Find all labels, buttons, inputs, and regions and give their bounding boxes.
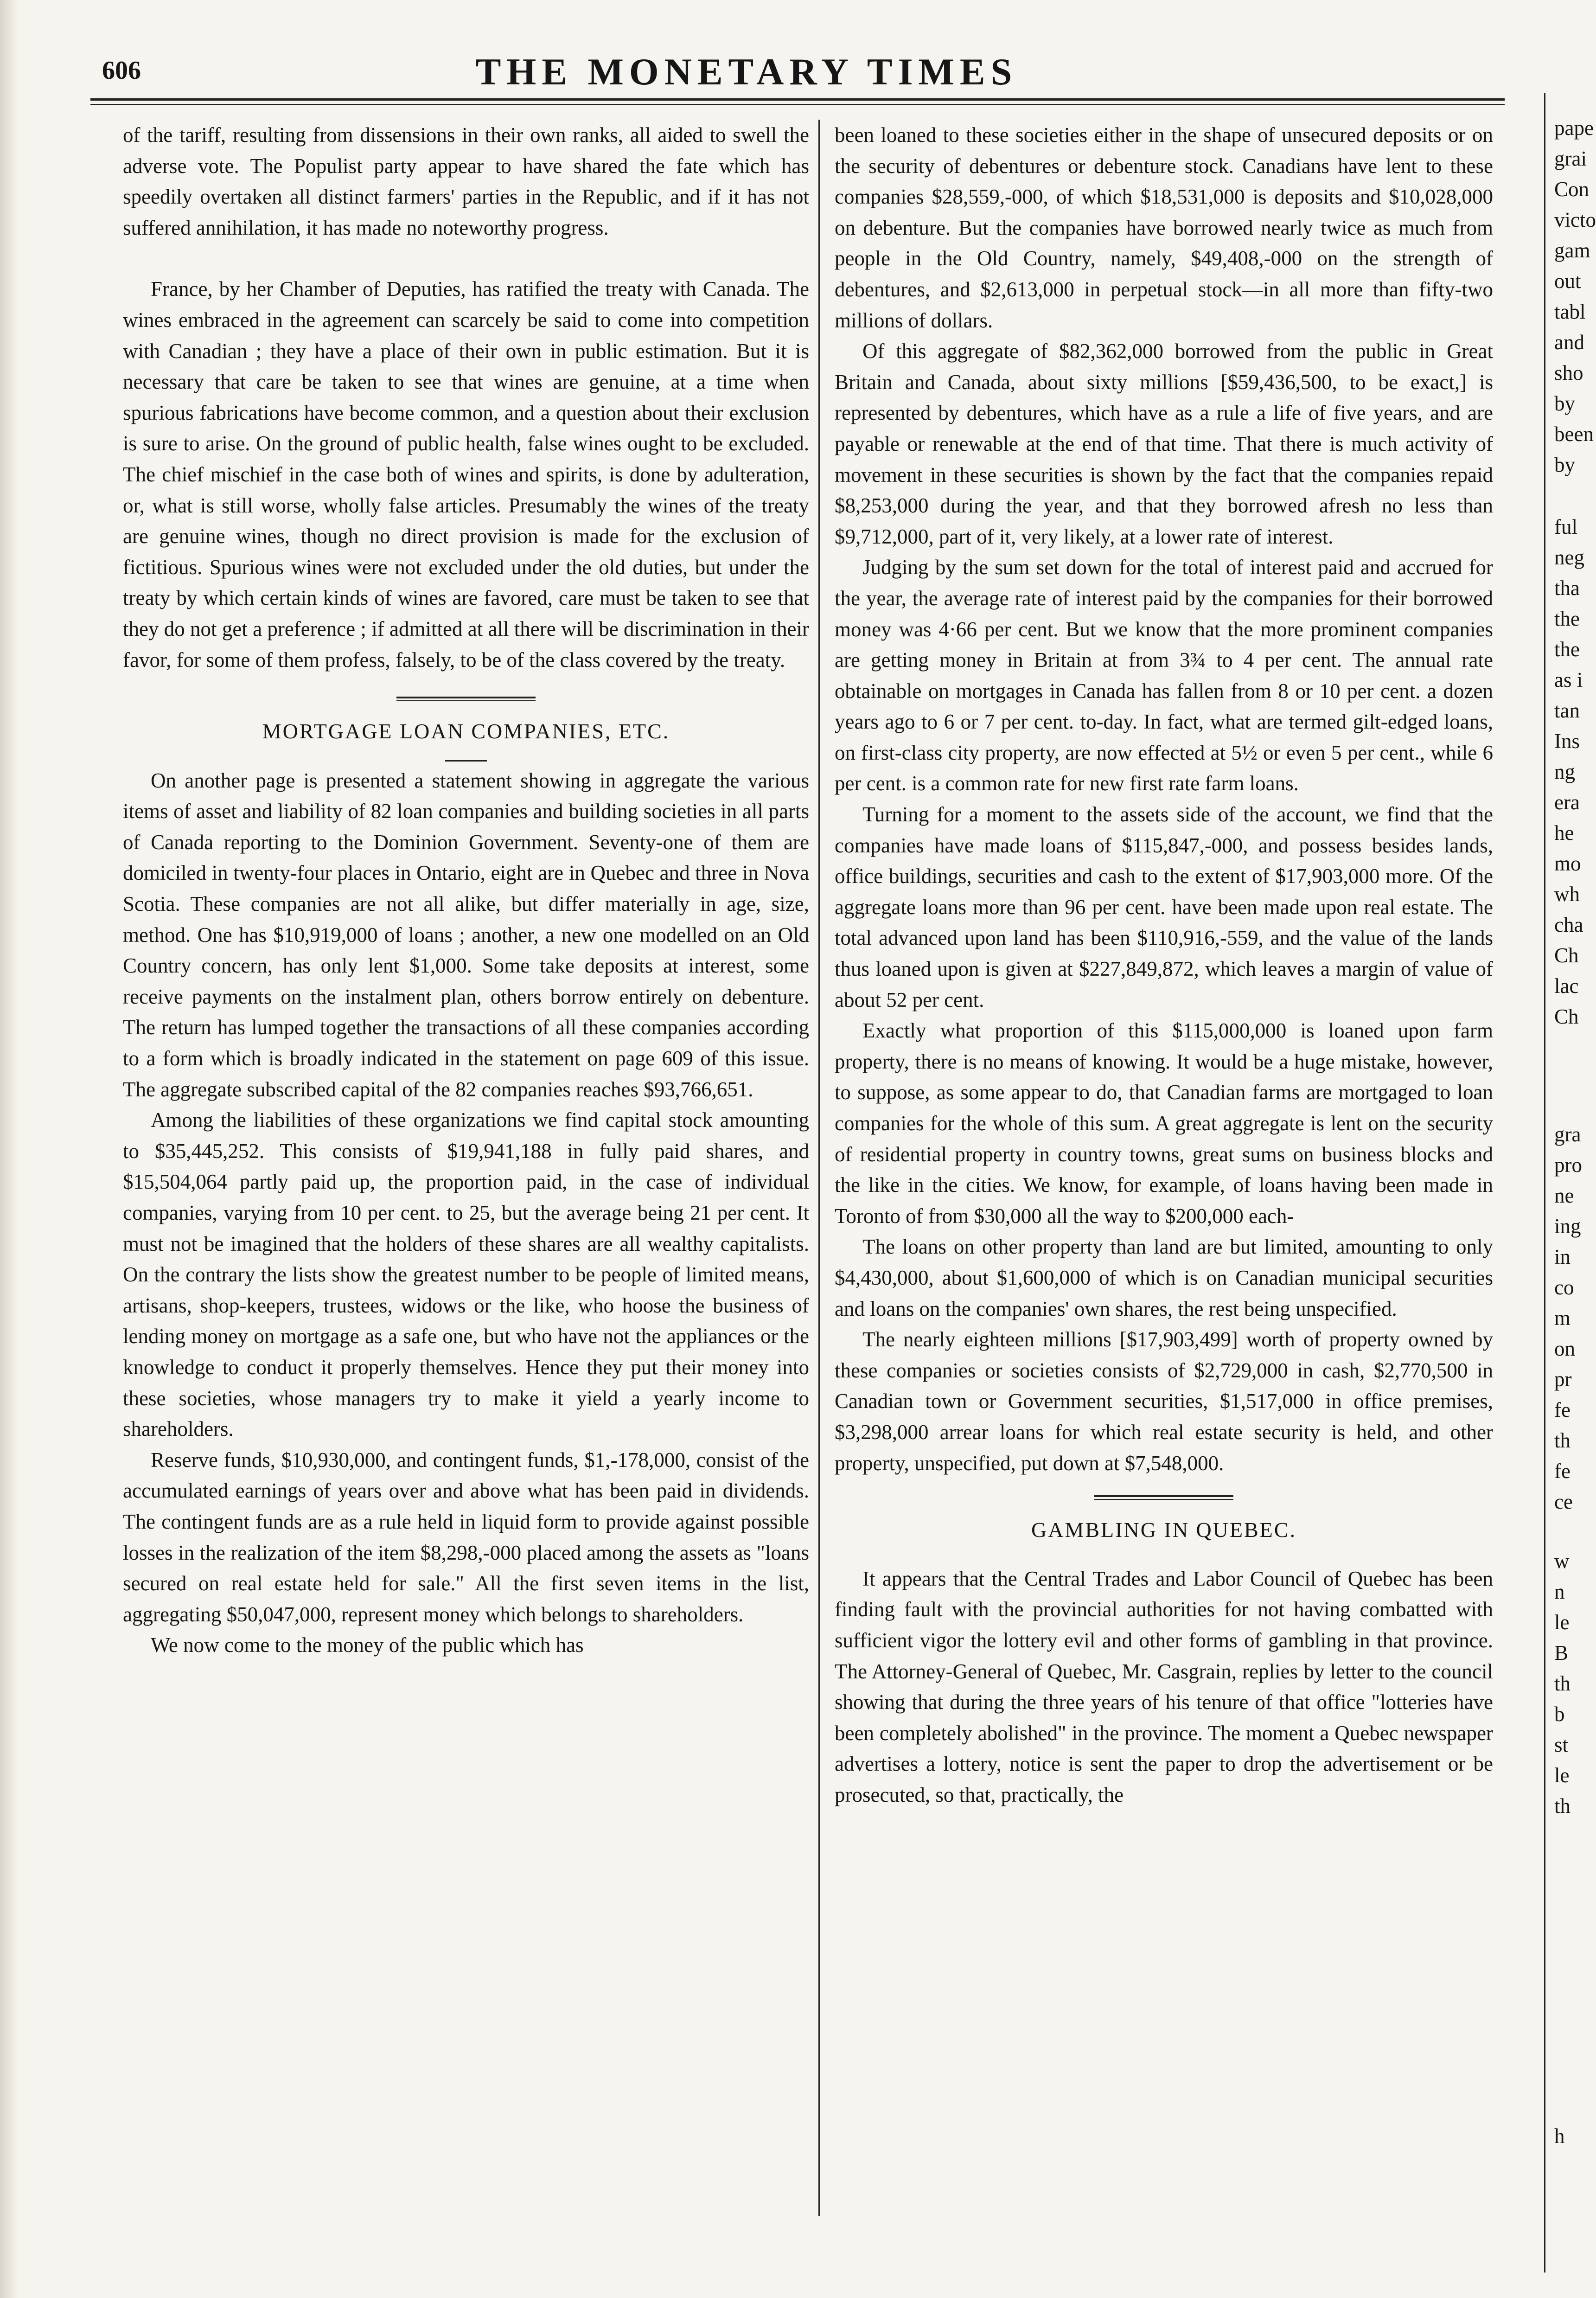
paragraph: The loans on other property than land are but limited, amounting to only $4,430,000, about $1,600,000 of which is on Canadian municipal securities and loans on the companies' own shares, the rest being unspecified. (835, 1235, 1493, 1320)
cropped-text-fragment: Ch (1554, 1005, 1579, 1028)
paragraph: Judging by the sum set down for the total of interest paid and accrued for the year, the average rate of interest paid by the companies for their borrowed money was 4·66 per cent. But we know that the more prominent companies are getting money in Britain at from 3¾ to 4 per cent. The annual rate obtainable on mortgages in Canada has fallen from 8 or 10 per cent. a dozen years ago to 6 or 7 per cent. to-day. In fact, what are termed gilt-edged loans, on first-class city property, are now effected at 5½ or even 5 per cent., while 6 per cent. is a common rate for new first rate farm loans. (835, 556, 1493, 795)
cropped-text-fragment: cha (1554, 913, 1583, 936)
cropped-text-fragment: Ins (1554, 730, 1580, 753)
cropped-text-fragment: fe (1554, 1398, 1570, 1421)
cropped-text-fragment: b (1554, 1703, 1565, 1726)
cropped-text-fragment: ce (1554, 1490, 1573, 1513)
header-rule-thick (90, 98, 1505, 101)
section-heading: GAMBLING IN QUEBEC. (1031, 1518, 1296, 1542)
column-divider-right (1544, 93, 1545, 2272)
heading-underline (445, 760, 487, 762)
cropped-text-fragment: the (1554, 638, 1580, 661)
cropped-text-fragment: tha (1554, 576, 1580, 600)
cropped-text-fragment: th (1554, 1672, 1571, 1695)
cropped-text-fragment: been (1554, 422, 1594, 446)
cropped-text-fragment: by (1554, 453, 1575, 476)
paragraph: It appears that the Central Trades and Labor Council of Quebec has been finding fault with the provincial authorities for not having combatted with sufficient vigor the lottery evil and other forms of gambling in that province. The Attorney-General of Quebec, Mr. Casgrain, replies by letter to the council showing that during the three years of his tenure of that office "lotteries have been completely abolished" in the province. The moment a Quebec newspaper advertises a lottery, notice is sent the paper to drop the advertisement or be prosecuted, so that, practically, the (835, 1567, 1493, 1806)
cropped-text-fragment: gam (1554, 239, 1590, 262)
cropped-text-fragment: ful (1554, 515, 1577, 538)
cropped-text-fragment: pro (1554, 1153, 1582, 1177)
cropped-text-fragment: sho (1554, 361, 1583, 384)
cropped-text-fragment: Con (1554, 178, 1590, 201)
paragraph: On another page is presented a statement showing in aggregate the various items of asset and liability of 82 loan companies and building societies in all parts of Canada reporting to the Dominion Government. Seventy-one of them are domiciled in twenty-four places in Ontario, eight are in Quebec and three in Nova Scotia. These companies are not all alike, but differ materially in age, size, method. One has $10,919,000 of loans ; another, a new one modelled on an Old Country concern, has only lent $1,000. Some take deposits at interest, some receive payments on the instalment plan, others borrow entirely on debenture. The return has lumped together the transactions of all these companies according to a form which is broadly indicated in the statement on page 609 of this issue. The aggregate subscribed capital of the 82 companies reaches $93,766,651. (123, 768, 809, 1101)
section-divider (123, 694, 809, 708)
paragraph: We now come to the money of the public which has (151, 1633, 584, 1657)
paragraph: France, by her Chamber of Deputies, has ratified the treaty with Canada. The wines embraced in the agreement can scarcely be said to come into competition with Canadian ; they have a place of their own in public estimation. But it is necessary that care be taken to see that wines are genuine, at a time when spurious fabrications have become common, and a question about their exclusion is sure to arise. On the ground of public health, false wines ought to be excluded. The chief mischief in the case both of wines and spirits, is done by adulteration, or, what is still worse, wholly false articles. Presumably the wines of the treaty are genuine wines, though no direct provision is made for the exclusion of fictitious. Spurious wines were not excluded under the old duties, but under the treaty by which certain kinds of wines are favored, care must be taken to see that they do not get a preference ; if admitted at all there will be discrimination in their favor, for some of them profess, falsely, to be of the class covered by the treaty. (123, 277, 809, 672)
cropped-text-fragment: n (1554, 1580, 1565, 1603)
middle-column (835, 120, 1493, 1810)
cropped-text-fragment: victo (1554, 208, 1596, 231)
cropped-text-fragment: the (1554, 607, 1580, 630)
cropped-text-fragment: pape (1554, 116, 1594, 140)
cropped-text-fragment: in (1554, 1245, 1571, 1268)
cropped-text-fragment: le (1554, 1611, 1570, 1634)
cropped-text-fragment: era (1554, 791, 1580, 814)
cropped-text-fragment: le (1554, 1764, 1570, 1787)
cropped-text-fragment: pr (1554, 1368, 1572, 1391)
cropped-text-fragment: tabl (1554, 300, 1586, 323)
cropped-text-fragment: Ch (1554, 944, 1579, 967)
section-heading: MORTGAGE LOAN COMPANIES, ETC. (262, 719, 670, 743)
section-divider (835, 1492, 1493, 1506)
cropped-text-fragment: tan (1554, 699, 1580, 722)
column-divider (818, 120, 820, 2216)
paragraph: Turning for a moment to the assets side of the account, we find that the companies have made loans of $115,847,-000, and possess besides lands, office buildings, securities and cash to the extent of $17,903,000 more. Of the aggregate loans more than 96 per cent. have been made upon real estate. The total advanced upon land has been $110,916,-559, and the value of the lands thus loaned upon is given at $227,849,872, which leaves a margin of value of about 52 per cent. (835, 803, 1493, 1011)
cropped-text-fragment: he (1554, 821, 1574, 845)
cropped-text-fragment: co (1554, 1276, 1574, 1299)
paragraph: The nearly eighteen millions [$17,903,499] worth of property owned by these companies or societies consists of $2,729,000 in cash, $2,770,500 in Canadian town or Government securities, $1,517,000 in office premises, $3,298,000 arrear loans for which real estate security is held, and other property, unspecified, put down at $7,548,000. (835, 1328, 1493, 1475)
cropped-text-fragment: on (1554, 1337, 1575, 1360)
cropped-text-fragment: neg (1554, 546, 1584, 569)
cropped-text-fragment: st (1554, 1733, 1569, 1756)
cropped-text-fragment: fe (1554, 1459, 1570, 1483)
cropped-text-fragment: mo (1554, 852, 1581, 875)
header-rule-thin (90, 104, 1505, 105)
cropped-text-fragment: h (1554, 2125, 1565, 2148)
page-number: 606 (102, 56, 141, 85)
cropped-text-fragment: and (1554, 331, 1584, 354)
cropped-text-fragment: grai (1554, 147, 1587, 170)
paragraph: Exactly what proportion of this $115,000,000 is loaned upon farm property, there is no means of knowing. It would be a huge mistake, however, to suppose, as some appear to do, that Canadian farms are mortgaged to loan companies for the whole of this sum. A great aggregate is lent on the security of residential property in country towns, great sums on business blocks and the like in the cities. We know, for example, of loans having been made in Toronto of from $30,000 all the way to $200,000 each- (835, 1019, 1493, 1228)
paragraph: Among the liabilities of these organizations we find capital stock amounting to $35,445,252. This consists of $19,941,188 in fully paid shares, and $15,504,064 partly paid up, the proportion paid, in the case of individual companies, varying from 10 per cent. to 25, but the average being 21 per cent. It must not be imagined that the holders of these shares are all wealthy capitalists. On the contrary the lists show the greatest number to be people of limited means, artisans, shop-keepers, trustees, widows or the like, who hoose the business of lending money on mortgage as a safe one, but who have not the appliances or the knowledge to conduct it properly themselves. Hence they put their money into these societies, whose managers try to make it yield a yearly income to shareholders. (123, 1108, 809, 1441)
cropped-text-fragment: B (1554, 1641, 1569, 1664)
cropped-text-fragment: by (1554, 392, 1575, 415)
page-edge-shadow (0, 0, 19, 2298)
cropped-text-fragment: gra (1554, 1123, 1581, 1146)
paragraph: of the tariff, resulting from dissensions in their own ranks, all aided to swell the adverse vote. The Populist party appear to have shared the fate which has speedily overtaken all distinct farmers' parties in the Republic, and if it has not suffered annihilation, it has made no noteworthy progress. (123, 123, 809, 239)
cropped-text-fragment: m (1554, 1306, 1571, 1330)
cropped-text-fragment: ng (1554, 760, 1575, 783)
paragraph: been loaned to these societies either in the shape of unsecured deposits or on the security of debentures or debenture stock. Canadians have lent to these companies $28,559,-000, of which $18,531,000 is deposits and $10,028,000 on debenture. But the companies have borrowed nearly twice as much from people in the Old Country, namely, $49,408,-000 on the strength of debentures, and $2,613,000 in perpetual stock—in all more than fifty-two millions of dollars. (835, 123, 1493, 332)
cropped-text-fragment: ing (1554, 1215, 1581, 1238)
cropped-text-fragment: lac (1554, 974, 1579, 998)
paragraph: Of this aggregate of $82,362,000 borrowed from the public in Great Britain and Canada, about sixty millions [$59,436,500, to be exact,] is represented by debentures, which have as a rule a life of five years, and are payable or renewable at the end of that time. That there is much activity of movement in these securities is shown by the fact that the companies repaid $8,253,000 during the year, and that they borrowed afresh no less than $9,712,000, part of it, very likely, at a lower rate of interest. (835, 339, 1493, 548)
right-column-cropped (1549, 93, 1596, 2296)
paragraph: Reserve funds, $10,930,000, and contingent funds, $1,-178,000, consist of the accumulated earnings of years over and above what has been paid in dividends. The contingent funds are as a rule held in liquid form to provide against possible losses in the realization of the item $8,298,-000 placed among the assets as "loans secured on real estate held for sale." All the first seven items in the list, aggregating $50,047,000, represent money which belongs to shareholders. (123, 1448, 809, 1626)
cropped-text-fragment: w (1554, 1549, 1570, 1573)
masthead-title: THE MONETARY TIMES (475, 51, 1018, 93)
cropped-text-fragment: th (1554, 1794, 1571, 1818)
cropped-text-fragment: th (1554, 1429, 1571, 1452)
cropped-text-fragment: out (1554, 269, 1581, 293)
cropped-text-fragment: wh (1554, 883, 1580, 906)
cropped-text-fragment: ne (1554, 1184, 1574, 1207)
left-column (123, 120, 809, 1661)
cropped-text-fragment: as i (1554, 668, 1583, 691)
